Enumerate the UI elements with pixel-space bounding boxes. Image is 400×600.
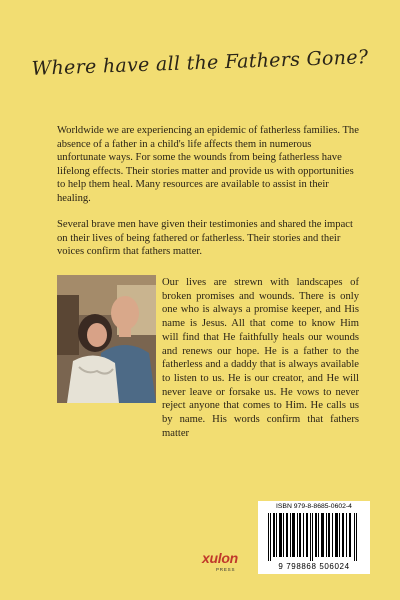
barcode-bars	[266, 513, 362, 561]
author-photo	[57, 275, 156, 403]
paragraph-testimonies: Several brave men have given their testimonies and shared the impact on their lives of being fathered or fatherless. Their stories and their voices confirm that fathers matter.	[57, 219, 353, 258]
isbn-barcode-box	[258, 501, 370, 574]
publisher-logo	[196, 549, 254, 575]
cover-title: Where have all the Fathers Gone?	[31, 46, 369, 80]
barcode-digits: 9 798868 506024	[278, 562, 350, 571]
paragraph-jesus: Our lives are strewn with landscapes of broken promises and wounds. There is only one who is always a promise keeper, and His name is Jesus. All that come to know Him will find that He faithfully heals our wounds and renews our hope. He is a father to the fatherless and a daddy that is always available to listen to us. He is our creator, and He will never leave or forsake us. He vows to never reject anyone that comes to Him. He calls us by name. His words confirm that fathers matter	[162, 277, 359, 439]
publisher-name: xulon	[202, 550, 238, 566]
publisher-sub: PRESS	[216, 567, 236, 572]
isbn-label: ISBN 979-8-8685-0602-4	[276, 503, 352, 510]
paragraph-intro: Worldwide we are experiencing an epidemic of fatherless families. The absence of a father in a child's life affects them in numerous unfortunate ways. For some the wounds from being fatherless have lifelong effects. Their stories matter and provide us with opportunities to help them heal. Many resources are available to assist in their healing.	[57, 125, 359, 204]
